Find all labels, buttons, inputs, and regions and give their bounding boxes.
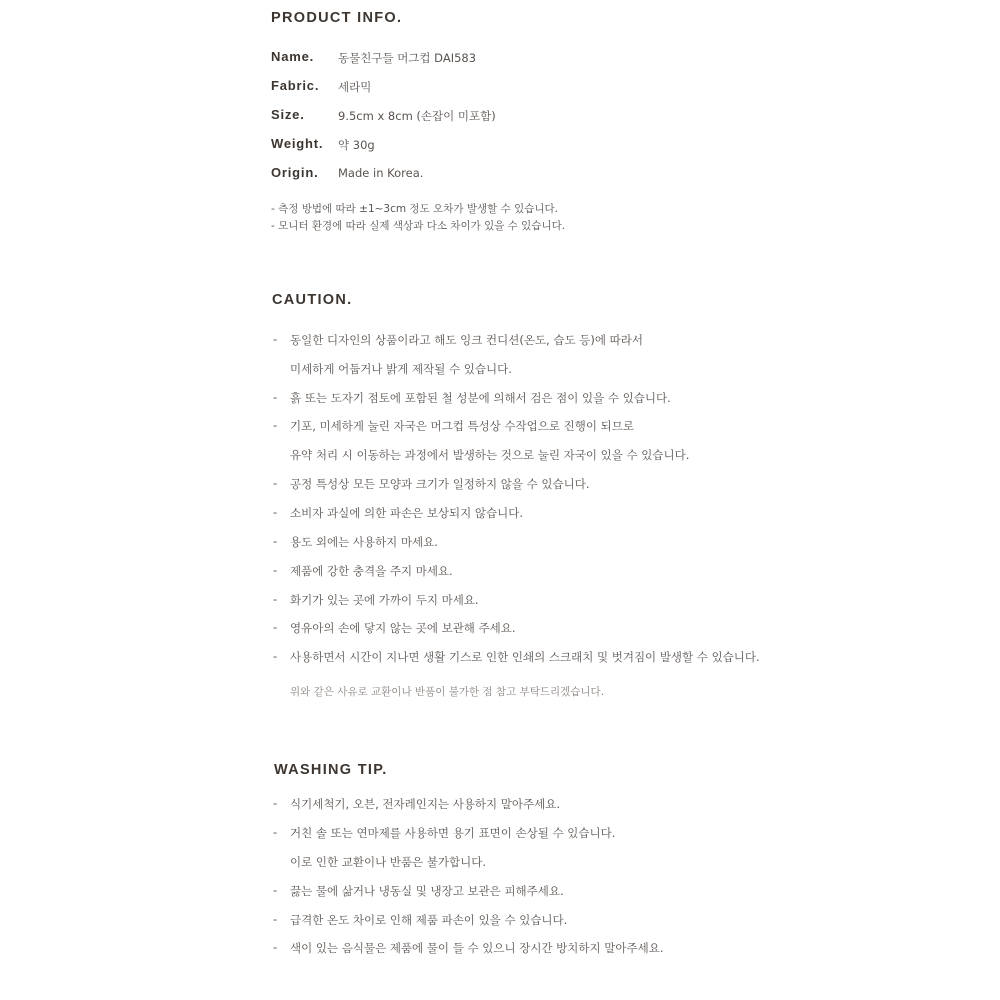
caution-item: 기포, 미세하게 눌린 자국은 머그컵 특성상 수작업으로 진행이 되므로 xyxy=(290,419,634,433)
caution-item-continued: 미세하게 어둡거나 밝게 제작될 수 있습니다. xyxy=(290,362,512,376)
size-value: 9.5cm x 8cm (손잡이 미포함) xyxy=(338,109,496,123)
washing-bullet: - xyxy=(273,912,278,926)
fabric-label: Fabric. xyxy=(271,78,320,93)
caution-item: 흙 또는 도자기 점토에 포함된 철 성분에 의해서 검은 점이 있을 수 있습니다. xyxy=(290,391,671,405)
caution-item: 소비자 과실에 의한 파손은 보상되지 않습니다. xyxy=(290,506,524,520)
caution-heading: CAUTION. xyxy=(272,292,353,308)
washing-item: 색이 있는 음식물은 제품에 물이 들 수 있으니 장시간 방치하지 말아주세요. xyxy=(290,941,664,955)
washing-item: 급격한 온도 차이로 인해 제품 파손이 있을 수 있습니다. xyxy=(290,913,568,927)
origin-label: Origin. xyxy=(271,165,319,180)
washing-bullet: - xyxy=(273,883,278,897)
name-value: 동물친구들 머그컵 DAI583 xyxy=(338,51,477,65)
caution-bullet: - xyxy=(273,418,278,432)
weight-label: Weight. xyxy=(271,136,324,151)
origin-value: Made in Korea. xyxy=(338,166,424,180)
caution-bullet: - xyxy=(273,620,278,634)
monitor-note: - 모니터 환경에 따라 실제 색상과 다소 차이가 있을 수 있습니다. xyxy=(271,220,566,232)
washing-item-continued: 이로 인한 교환이나 반품은 불가합니다. xyxy=(290,855,487,869)
caution-closing-note: 위와 같은 사유로 교환이나 반품이 불가한 점 참고 부탁드리겠습니다. xyxy=(290,686,605,698)
caution-item-continued: 유약 처리 시 이동하는 과정에서 발생하는 것으로 눌린 자국이 있을 수 있습니다. xyxy=(290,448,690,462)
caution-bullet: - xyxy=(273,332,278,346)
caution-bullet: - xyxy=(273,390,278,404)
washing-item: 거친 솔 또는 연마제를 사용하면 용기 표면이 손상될 수 있습니다. xyxy=(290,826,616,840)
washing-tip-heading: WASHING TIP. xyxy=(274,762,388,778)
fabric-value: 세라믹 xyxy=(338,80,372,94)
size-label: Size. xyxy=(271,107,305,122)
washing-bullet: - xyxy=(273,825,278,839)
caution-bullet: - xyxy=(273,476,278,490)
caution-item: 제품에 강한 충격을 주지 마세요. xyxy=(290,564,453,578)
caution-item: 용도 외에는 사용하지 마세요. xyxy=(290,535,438,549)
caution-bullet: - xyxy=(273,563,278,577)
caution-item: 동일한 디자인의 상품이라고 해도 잉크 컨디션(온도, 습도 등)에 따라서 xyxy=(290,333,643,347)
caution-bullet: - xyxy=(273,505,278,519)
washing-item: 식기세척기, 오븐, 전자레인지는 사용하지 말아주세요. xyxy=(290,797,560,811)
caution-item: 공정 특성상 모든 모양과 크기가 일정하지 않을 수 있습니다. xyxy=(290,477,590,491)
caution-item: 화기가 있는 곳에 가까이 두지 마세요. xyxy=(290,593,479,607)
product-info-heading: PRODUCT INFO. xyxy=(271,10,403,26)
caution-item: 사용하면서 시간이 지나면 생활 기스로 인한 인쇄의 스크래치 및 벗겨짐이 발생할 수 있습니다. xyxy=(290,650,760,664)
caution-bullet: - xyxy=(273,534,278,548)
measurement-note: - 측정 방법에 따라 ±1~3cm 정도 오차가 발생할 수 있습니다. xyxy=(271,203,558,215)
name-label: Name. xyxy=(271,49,315,64)
washing-item: 끓는 물에 삶거나 냉동실 및 냉장고 보관은 피해주세요. xyxy=(290,884,564,898)
weight-value: 약 30g xyxy=(338,138,375,152)
caution-bullet: - xyxy=(273,649,278,663)
caution-bullet: - xyxy=(273,592,278,606)
washing-bullet: - xyxy=(273,940,278,954)
caution-item: 영유아의 손에 닿지 않는 곳에 보관해 주세요. xyxy=(290,621,516,635)
washing-bullet: - xyxy=(273,796,278,810)
